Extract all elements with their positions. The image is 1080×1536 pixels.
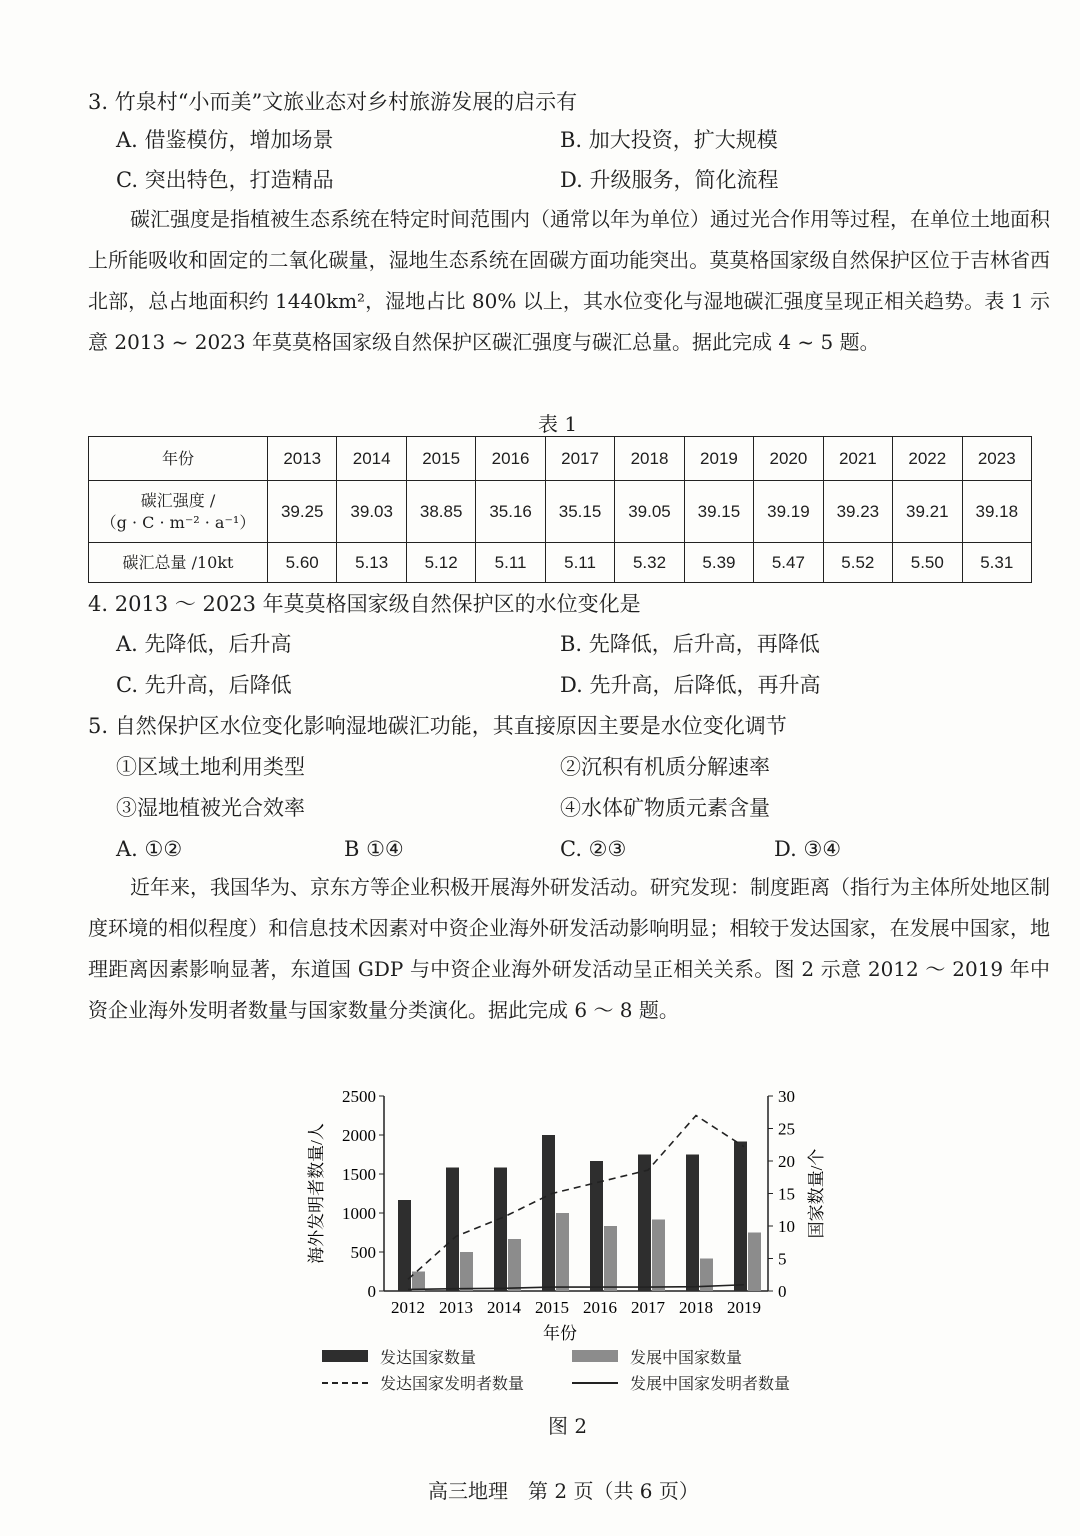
x-tick-label: 2015	[535, 1298, 569, 1317]
table1-year: 2019	[684, 437, 753, 481]
legend-developed-inventors: 发达国家发明者数量	[380, 1374, 525, 1393]
table1-year: 2013	[268, 437, 337, 481]
bar-developing	[460, 1252, 473, 1291]
q4-option-d: D. 先升高，后降低，再升高	[560, 673, 821, 697]
bar-developing	[748, 1233, 761, 1292]
y-tick-label-right: 20	[778, 1152, 795, 1171]
table1-year: 2022	[893, 437, 962, 481]
y-tick-label-right: 5	[778, 1249, 787, 1269]
bar-developed	[638, 1155, 651, 1292]
q5-item-2: ②沉积有机质分解速率	[560, 755, 770, 779]
table1-year: 2020	[754, 437, 823, 481]
legend-developing-inventors: 发展中国家发明者数量	[630, 1374, 791, 1393]
table1-cell: 39.19	[754, 481, 823, 543]
q3-option-b: B. 加大投资，扩大规模	[560, 128, 778, 152]
x-tick-label: 2016	[583, 1298, 617, 1317]
q5-option-b: B ①④	[344, 837, 404, 861]
table1-cell: 38.85	[406, 481, 475, 543]
table1-cell: 39.05	[615, 481, 684, 543]
q5-item-3: ③湿地植被光合效率	[116, 796, 305, 820]
table1-cell: 39.25	[268, 481, 337, 543]
bar-developing	[412, 1272, 425, 1292]
table1-intensity-label-b: （g · C · m⁻² · a⁻¹）	[100, 512, 256, 532]
x-tick-label: 2013	[439, 1298, 473, 1317]
y-tick-label-left: 2500	[342, 1087, 376, 1106]
table1-cell: 5.13	[337, 543, 406, 583]
q4-option-b: B. 先降低，后升高，再降低	[560, 632, 820, 656]
table1-intensity-label-a: 碳汇强度 /	[140, 490, 216, 510]
figure2-chart	[0, 1080, 1080, 1440]
table1-cell: 39.15	[684, 481, 753, 543]
table1-cell: 5.11	[476, 543, 545, 583]
y-tick-label-left: 1000	[342, 1204, 376, 1223]
table1-cell: 5.39	[684, 543, 753, 583]
q3-option-c: C. 突出特色，打造精品	[116, 168, 334, 192]
figure2-caption: 图 2	[548, 1414, 588, 1438]
x-tick-label: 2014	[487, 1298, 521, 1317]
q4-option-c: C. 先升高，后降低	[116, 673, 292, 697]
bar-developing	[508, 1239, 521, 1291]
q5-option-c: C. ②③	[560, 837, 627, 861]
passage-overseas-rd-text: 近年来，我国华为、京东方等企业积极开展海外研发活动。研究发现：制度距离（指行为主体所处地区制度环境的相似程度）和信息技术因素对中资企业海外研发活动影响明显；相较于发达国家，在发展中国家，地理距离因素影响显著，东道国 GDP 与中资企业海外研发活动呈正相关关系。图 2 示意 2012 ～ 2019 年中资企业海外发明者数量与国家数量分类演化。据此完成 6 ～ 8 题。	[88, 875, 1050, 1022]
page-footer: 高三地理 第 2 页（共 6 页）	[428, 1479, 699, 1503]
bar-developed	[734, 1142, 747, 1292]
q5-item-1: ①区域土地利用类型	[116, 755, 305, 779]
x-tick-label: 2018	[679, 1298, 713, 1317]
table1-cell: 5.52	[823, 543, 892, 583]
legend-developed-count: 发达国家数量	[380, 1348, 477, 1367]
table1-cell: 5.47	[754, 543, 823, 583]
y-tick-label-left: 2000	[342, 1126, 376, 1145]
table1-cell: 39.03	[337, 481, 406, 543]
table1-total-row	[89, 543, 1032, 583]
table1-caption: 表 1	[538, 412, 578, 436]
q3-option-d: D. 升级服务，简化流程	[560, 168, 779, 192]
x-tick-label: 2019	[727, 1298, 761, 1317]
chart-layer	[307, 1087, 826, 1343]
legend-swatch-developed-count	[322, 1350, 368, 1362]
table1-year: 2023	[962, 437, 1031, 481]
table1-cell: 5.12	[406, 543, 475, 583]
bar-developing	[556, 1213, 569, 1291]
q5-option-d: D. ③④	[774, 837, 842, 861]
table1-cell: 5.50	[893, 543, 962, 583]
bar-developed	[686, 1155, 699, 1292]
x-axis-title: 年份	[543, 1324, 577, 1343]
legend-swatch-developed-inventors	[322, 1382, 368, 1384]
passage-overseas-rd	[88, 867, 1050, 1031]
y-tick-label-right: 15	[778, 1184, 795, 1204]
bar-developed	[446, 1168, 459, 1292]
bar-developing	[652, 1220, 665, 1292]
table1-cell: 5.11	[545, 543, 614, 583]
table1-cell: 5.32	[615, 543, 684, 583]
bar-developing	[604, 1226, 617, 1291]
passage-carbon-sink	[88, 199, 1050, 363]
bar-developed	[494, 1168, 507, 1292]
y-tick-label-right: 25	[778, 1119, 795, 1139]
legend-swatch-developing-inventors	[572, 1382, 618, 1384]
table1-cell: 39.23	[823, 481, 892, 543]
q5-item-4: ④水体矿物质元素含量	[560, 796, 770, 820]
table1-year: 2014	[337, 437, 406, 481]
table1-cell: 35.16	[476, 481, 545, 543]
table1-intensity-label	[89, 481, 268, 543]
q4-option-a: A. 先降低，后升高	[116, 632, 292, 656]
y-axis-title-left: 海外发明者数量/人	[307, 1123, 326, 1264]
table1-header-row	[89, 437, 1032, 481]
y-tick-label-right: 0	[778, 1282, 787, 1301]
table1-year: 2018	[615, 437, 684, 481]
table1-year: 2015	[406, 437, 475, 481]
table1-year: 2016	[476, 437, 545, 481]
y-tick-label-right: 10	[778, 1217, 795, 1236]
y-tick-label-left: 0	[367, 1282, 376, 1301]
legend-developing-count: 发展中国家数量	[630, 1348, 743, 1367]
bar-developed	[590, 1161, 603, 1291]
passage-carbon-sink-text: 碳汇强度是指植被生态系统在特定时间范围内（通常以年为单位）通过光合作用等过程，在单位土地面积上所能吸收和固定的二氧化碳量，湿地生态系统在固碳方面功能突出。莫莫格国家级自然保护区位于吉林省西北部，总占地面积约 1440km²，湿地占比 80% 以上，其水位变化与湿地碳汇强度呈现正相关趋势。表 1 示意 2013 ~ 2023 年莫莫格国家级自然保护区碳汇强度与碳汇总量。据此完成 4 ~ 5 题。	[88, 207, 1050, 354]
table1-intensity-row	[89, 481, 1032, 543]
table1-total-label: 碳汇总量 /10kt	[89, 543, 268, 583]
q4-stem: 4. 2013 ～ 2023 年莫莫格国家级自然保护区的水位变化是	[88, 592, 641, 616]
legend-swatch-developing-count	[572, 1350, 618, 1362]
table1	[88, 436, 1032, 583]
table1-cell: 5.31	[962, 543, 1031, 583]
q5-stem: 5. 自然保护区水位变化影响湿地碳汇功能，其直接原因主要是水位变化调节	[88, 714, 787, 738]
table1-cell: 5.60	[268, 543, 337, 583]
y-axis-title-right: 国家数量/个	[807, 1148, 826, 1239]
table1-year: 2021	[823, 437, 892, 481]
table1-year: 2017	[545, 437, 614, 481]
table1-cell: 39.18	[962, 481, 1031, 543]
table1-cell: 35.15	[545, 481, 614, 543]
x-tick-label: 2017	[631, 1298, 665, 1317]
q3-stem: 3. 竹泉村“小而美”文旅业态对乡村旅游发展的启示有	[88, 90, 578, 114]
bar-developed	[542, 1135, 555, 1291]
y-tick-label-right: 30	[778, 1087, 795, 1106]
q3-option-a: A. 借鉴模仿，增加场景	[116, 128, 334, 152]
table1-year-label: 年份	[89, 437, 268, 481]
y-tick-label-left: 1500	[342, 1165, 376, 1184]
q5-option-a: A. ①②	[116, 837, 183, 861]
x-tick-label: 2012	[391, 1298, 425, 1317]
table1-cell: 39.21	[893, 481, 962, 543]
y-tick-label-left: 500	[350, 1243, 376, 1262]
